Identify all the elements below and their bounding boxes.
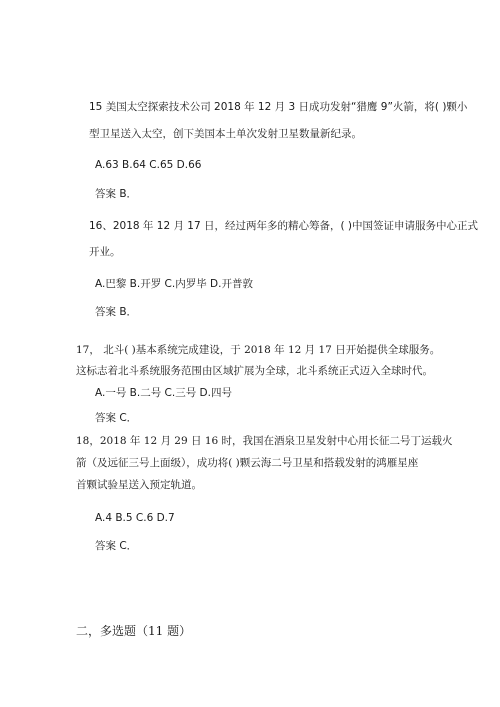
question-17-options: A.一号 B.二号 C.三号 D.四号 xyxy=(95,387,232,399)
question-15-options: A.63 B.64 C.65 D.66 xyxy=(95,159,202,171)
question-17-line-1: 17， 北斗( )基本系统完成建设，于 2018 年 12 月 17 日开始提供全球服务。 xyxy=(76,344,441,356)
question-15-line-1: 15 美国太空探索技术公司 2018 年 12 月 3 日成功发射“猎鹰 9”火箭，将( )颗小 xyxy=(89,101,468,113)
question-15-line-2: 型卫星送入太空，创下美国本土单次发射卫星数量新纪录。 xyxy=(89,128,362,140)
question-18-answer: 答案 C． xyxy=(95,540,138,552)
question-17-line-2: 这标志着北斗系统服务范围由区域扩展为全球，北斗系统正式迈入全球时代。 xyxy=(76,365,433,377)
question-18-options: A.4 B.5 C.6 D.7 xyxy=(95,512,175,524)
question-16-answer: 答案 B． xyxy=(95,306,138,318)
question-18-line-1: 18，2018 年 12 月 29 日 16 时，我国在酒泉卫星发射中心用长征二号丁运载火 xyxy=(76,435,453,447)
question-17-answer: 答案 C． xyxy=(95,412,138,424)
question-16-options: A.巴黎 B.开罗 C.内罗毕 D.开普敦 xyxy=(95,278,253,290)
question-15-answer: 答案 B． xyxy=(95,188,138,200)
question-18-line-3: 首颗试验星送入预定轨道。 xyxy=(76,479,202,491)
question-18-line-2: 箭（及远征三号上面级），成功将( )颗云海二号卫星和搭载发射的鸿雁星座 xyxy=(76,457,419,469)
question-16-line-2: 开业。 xyxy=(89,246,121,258)
section-title: 二，多选题（11 题） xyxy=(76,624,192,638)
question-16-line-1: 16、2018 年 12 月 17 日，经过两年多的精心筹备，( )中国签证申请服务中心正式 xyxy=(89,220,479,232)
